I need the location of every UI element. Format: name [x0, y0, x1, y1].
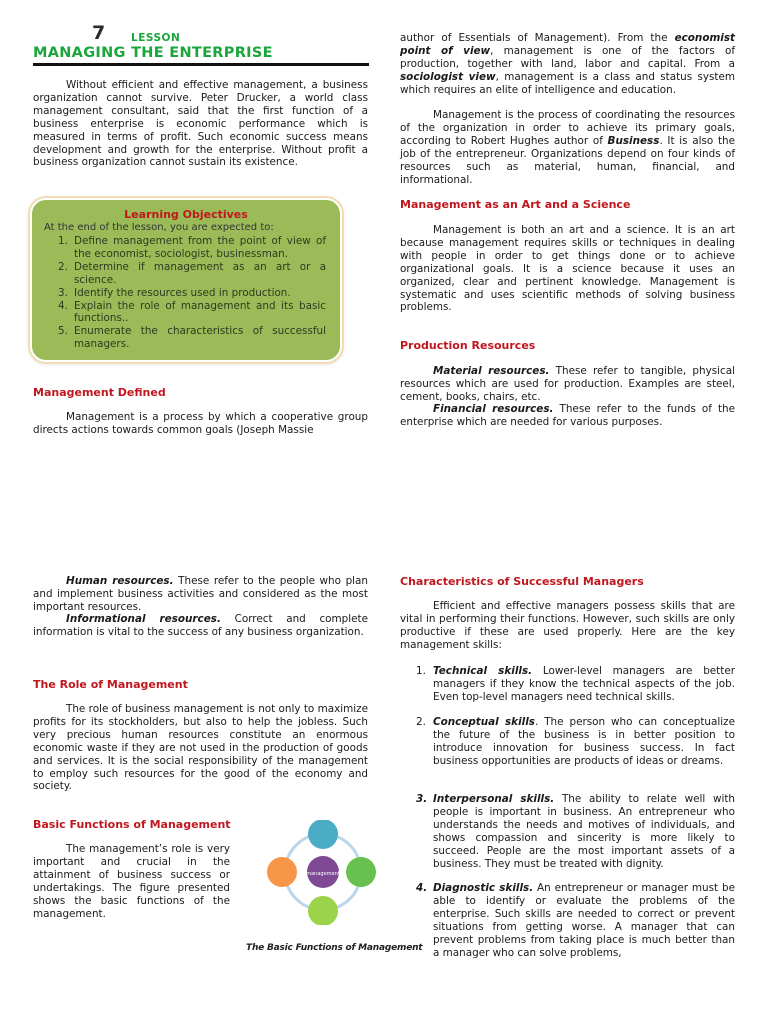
basic-functions-heading: Basic Functions of Management [33, 818, 231, 831]
lesson-label: LESSON [131, 32, 181, 44]
lesson-number: 7 [92, 22, 106, 44]
title-rule [33, 63, 369, 66]
coordination-paragraph: Management is the process of coordinating the resources of the organization in order to achieve its primary goals, according to Robert Hughes author of Business. It is also the job of the entrepreneur. Organizations depend on four kinds of resources such as material, human, financial, and informational. [400, 109, 735, 186]
art-science-heading: Management as an Art and a Science [400, 198, 631, 211]
objective-item: 1. Define management from the point of view of the economist, sociologist, businessman. [58, 235, 326, 260]
financial-resources-text: Financial resources. These refer to the funds of the enterprise which are needed for various purposes. [400, 403, 735, 428]
lesson-title: MANAGING THE ENTERPRISE [33, 45, 273, 61]
material-resources-text: Material resources. These refer to tangible, physical resources which are used for production. Examples are steel, cement, books, chairs, etc. [400, 365, 735, 403]
function-node-right [346, 857, 376, 887]
function-node-left [267, 857, 297, 887]
objective-item: 5. Enumerate the characteristics of successful managers. [58, 325, 326, 351]
management-defined-text: Management is a process by which a cooperative group directs actions towards common goals (Joseph Massie [33, 411, 368, 436]
objectives-title: Learning Objectives [124, 208, 248, 221]
definition-views-paragraph: author of Essentials of Management). From the economist point of view, management is one of the factors of production, together with land, labor and capital. From a sociologist view, management is a class and status system which requires an elite of intelligence and education. [400, 32, 736, 96]
objectives-intro: At the end of the lesson, you are expected to: [44, 222, 274, 233]
objective-item: 2. Determine if management as an art or a science. [58, 260, 326, 286]
diagram-center-label: management [306, 871, 340, 877]
management-defined-heading: Management Defined [33, 386, 166, 399]
human-resources-text: Human resources. These refer to the people who plan and implement business activities and considered as the most important resources. [33, 575, 369, 613]
function-node-bottom [308, 896, 338, 925]
informational-resources-text: Informational resources. Correct and complete information is vital to the success of any business organization. [33, 613, 368, 638]
skill-item: 4. Diagnostic skills. An entrepreneur or manager must be able to identify or evaluate the problems of the enterprise. Such skills are needed to correct or prevent situations from getting worse. A manager that can prevent problems from taking place is much better than a manager who can solve problems, [416, 882, 735, 959]
skills-list [400, 665, 735, 704]
role-text: The role of business management is not only to maximize profits for its stockholders, but also to help the jobless. Such very precious human resources constitute an enormous economic waste if they are not used in the production of goods and services. It is the social responsibility of the management to employ such resources for the good of the economy and society. [33, 703, 368, 793]
skill-item: 1. Technical skills. Lower-level managers are better managers if they know the technical aspects of the job. Even top-level managers need technical skills. [416, 665, 735, 703]
learning-objectives-box [30, 198, 342, 362]
skill-item: 3. Interpersonal skills. The ability to relate well with people is important in business. An entrepreneur who understands the needs and motives of individuals, and shows compassion and sincerity is more likely to succeed. People are the most important assets of a business. They must be treated with dignity. [416, 793, 735, 870]
role-heading: The Role of Management [33, 678, 188, 691]
objective-item: 4. Explain the role of management and its basic functions.. [58, 299, 326, 325]
function-node-top [308, 820, 338, 849]
objective-item: 3. Identify the resources used in production. [58, 286, 291, 299]
basic-functions-diagram [258, 820, 388, 925]
characteristics-heading: Characteristics of Successful Managers [400, 575, 644, 588]
characteristics-intro: Efficient and effective managers possess skills that are vital in performing their functions. However, such skills are only productive if these are used properly. Here are the key management skills: [400, 600, 735, 651]
skills-list [400, 716, 735, 768]
objectives-list [58, 235, 326, 351]
production-resources-heading: Production Resources [400, 339, 536, 352]
skill-item: 2. Conceptual skills. The person who can conceptualize the future of the business is in better position to introduce innovation for business success. In fact business opportunities are products of ideas or dreams. [416, 716, 736, 767]
skills-list [400, 793, 735, 870]
art-science-text: Management is both an art and a science. It is an art because management requires skills or techniques in dealing with people in order to get things done or to achieve organizational goals. It is a science because it uses an organized, clear and pertinent knowledge. Management is systematic and uses scientific methods of solving business problems. [400, 224, 735, 314]
skills-list [400, 882, 735, 959]
diagram-caption: The Basic Functions of Management [246, 943, 423, 953]
basic-functions-text: The management’s role is very important and crucial in the attainment of business success or undertakings. The figure presented shows the basic functions of the management. [33, 843, 230, 920]
intro-paragraph: Without efficient and effective management, a business organization cannot survive. Peter Drucker, a world class management consultant, said that the first function of a business enterprise is economic performance which is measured in terms of profit. Such economic success means development and growth for the enterprise. Without profit a business organization cannot sustain its existence. [33, 79, 368, 169]
